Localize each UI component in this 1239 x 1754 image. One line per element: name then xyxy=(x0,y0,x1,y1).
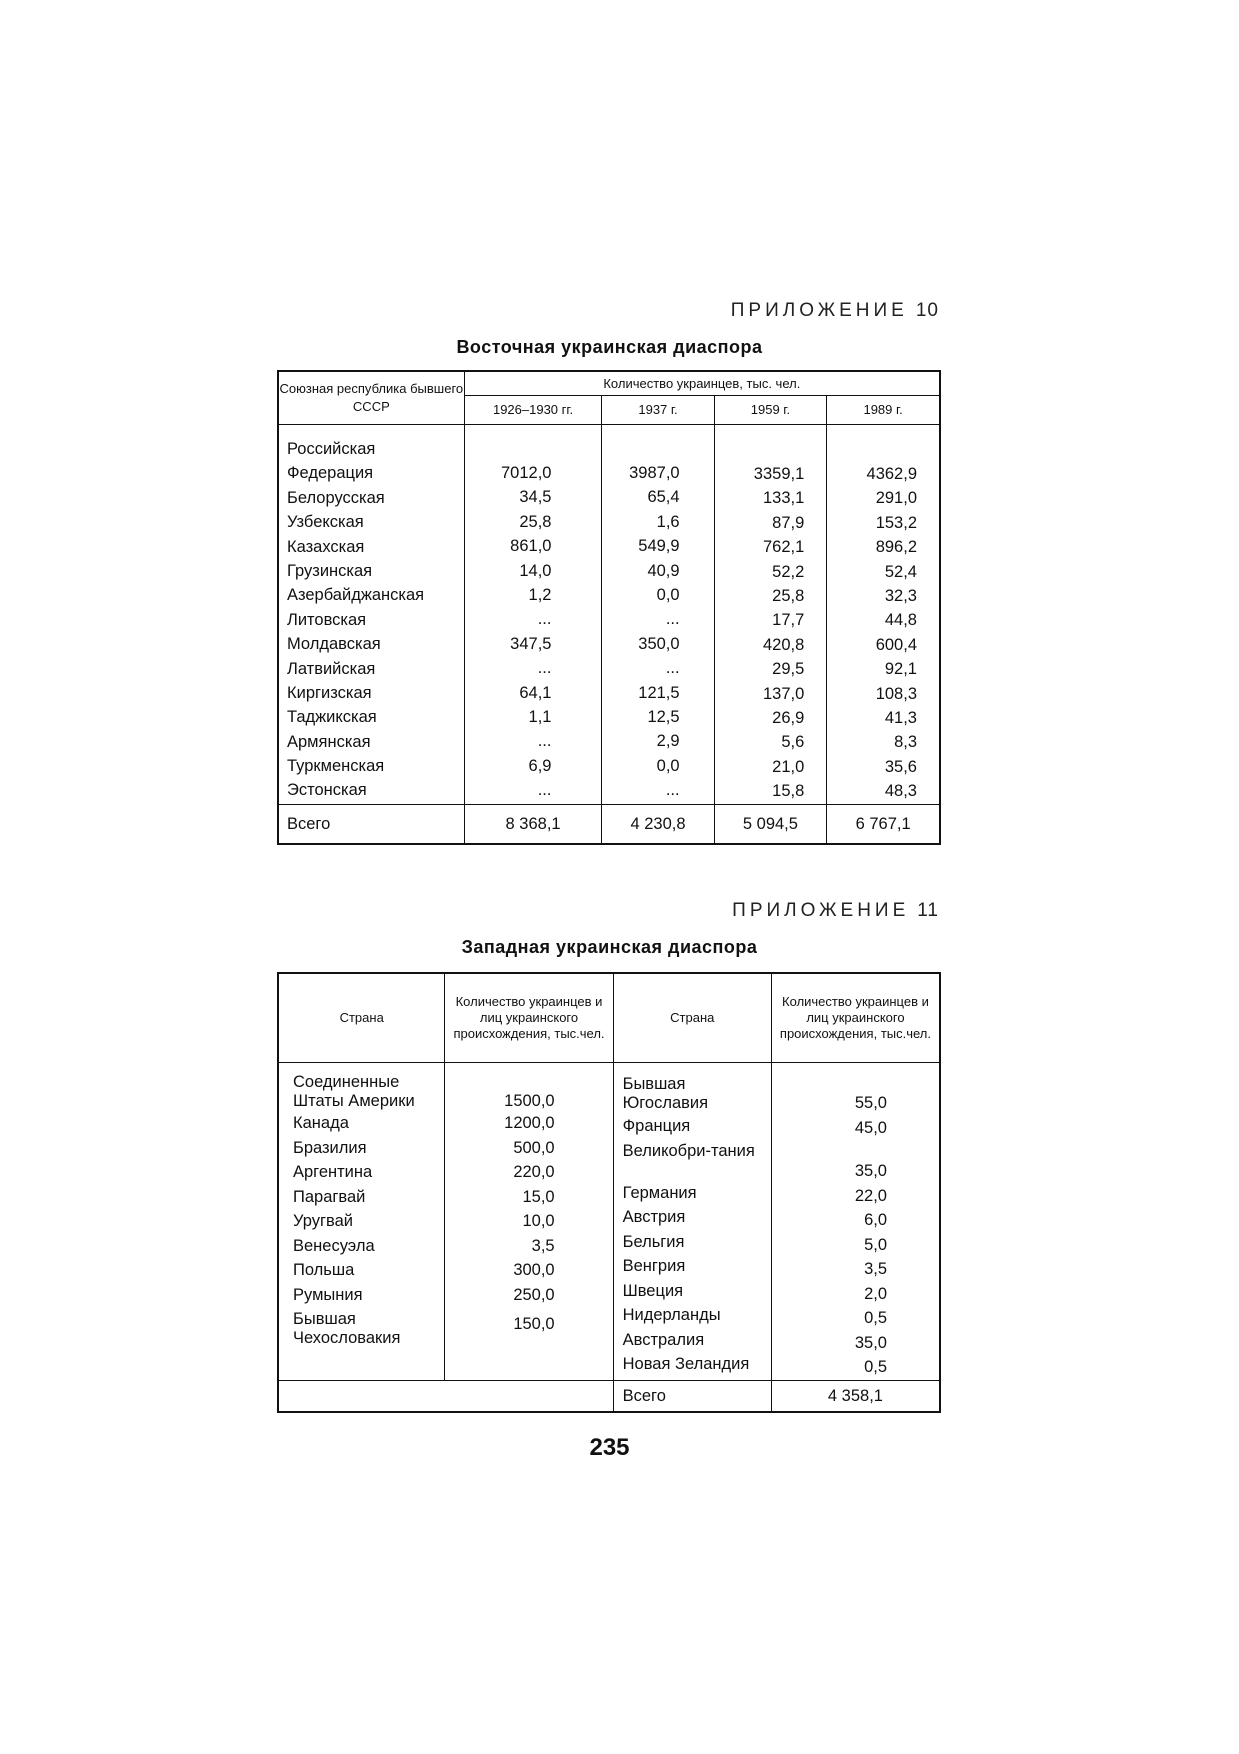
table-cell-value: 1,1 xyxy=(528,707,552,726)
table-cell-value: 549,9 xyxy=(638,537,680,556)
appendix-number: 10 xyxy=(915,300,939,321)
country-name: Новая Зеландия xyxy=(622,1355,750,1373)
table-cell-value: 26,9 xyxy=(772,708,805,727)
table-cell-value: 3987,0 xyxy=(629,464,680,482)
table-cell-value: ... xyxy=(665,610,680,629)
country-name: Нидерланды xyxy=(622,1306,721,1324)
table-cell-value: 52,2 xyxy=(772,562,805,581)
table-cell-value: 8,3 xyxy=(894,733,917,752)
values-1926 xyxy=(464,425,602,805)
table-cell-value: 1,6 xyxy=(656,512,680,531)
values-1989 xyxy=(827,425,940,805)
country-value: 22,0 xyxy=(854,1186,887,1205)
country-name: Канада xyxy=(293,1114,349,1132)
republic-name: Казахская xyxy=(287,537,365,556)
country-name: Бывшая Чехословакия xyxy=(293,1310,401,1347)
country-value: 220,0 xyxy=(513,1163,555,1181)
country-value: 5,0 xyxy=(864,1235,887,1254)
east-diaspora-table xyxy=(277,370,941,845)
republic-name: Грузинская xyxy=(287,561,373,580)
table-cell-value: 25,8 xyxy=(519,512,552,531)
page-number: 235 xyxy=(589,1434,630,1461)
table-cell-value: 65,4 xyxy=(647,488,680,507)
country-value: 45,0 xyxy=(854,1118,887,1137)
table-cell-value: 12,5 xyxy=(647,707,680,726)
country-name: Бразилия xyxy=(293,1138,367,1157)
table-cell-value: 3359,1 xyxy=(753,465,805,483)
table-cell-value: ... xyxy=(537,659,552,678)
country-name: Австралия xyxy=(622,1330,705,1349)
table-cell-value: 600,4 xyxy=(875,635,917,654)
table-cell-value: 121,5 xyxy=(638,683,680,702)
table-cell-value: 420,8 xyxy=(762,635,805,654)
country-value: 2,0 xyxy=(864,1284,887,1303)
total-value: 4 230,8 xyxy=(602,805,714,845)
country-value: 3,5 xyxy=(531,1236,555,1255)
republic-name: Таджикская xyxy=(287,708,377,727)
country-name: Уругвай xyxy=(293,1212,353,1230)
appendix-number: 11 xyxy=(917,900,939,921)
header-year: 1989 г. xyxy=(827,396,940,425)
table-cell-value: 48,3 xyxy=(884,782,917,801)
table-cell-value: ... xyxy=(537,732,552,751)
table-cell-value: 14,0 xyxy=(519,561,552,580)
country-value: 0,5 xyxy=(864,1358,887,1376)
table-cell-value: 350,0 xyxy=(638,634,680,653)
republic-name: Молдавская xyxy=(287,635,381,654)
header-country: Страна xyxy=(613,973,771,1063)
country-value: 1500,0 xyxy=(504,1092,555,1110)
table-cell-value: 896,2 xyxy=(875,538,917,557)
country-value: 55,0 xyxy=(854,1094,887,1112)
table-cell-value: 40,9 xyxy=(647,561,680,580)
total-value: 5 094,5 xyxy=(714,805,827,845)
table-cell-value: 347,5 xyxy=(510,634,552,653)
republic-name: Эстонская xyxy=(287,781,367,800)
total-value: 8 368,1 xyxy=(464,805,602,845)
header-quantity-group: Количество украинцев, тыс. чел. xyxy=(464,371,940,396)
country-name: Румыния xyxy=(293,1285,363,1304)
country-value: 500,0 xyxy=(513,1138,555,1157)
republic-name: Литовская xyxy=(287,610,367,629)
table-cell-value: 108,3 xyxy=(875,684,917,703)
country-value: 150,0 xyxy=(513,1315,555,1333)
table-cell-value: ... xyxy=(665,781,680,800)
appendix-label-text: ПРИЛОЖЕНИЕ xyxy=(732,900,910,921)
country-value: 250,0 xyxy=(513,1285,555,1304)
country-name: Австрия xyxy=(622,1208,686,1226)
table-cell-value: 25,8 xyxy=(772,586,805,605)
table-cell-value: 44,8 xyxy=(884,611,917,630)
country-value: 10,0 xyxy=(522,1212,555,1230)
country-name: Аргентина xyxy=(293,1163,373,1181)
republic-name: Туркменская xyxy=(287,757,385,776)
country-value: 35,0 xyxy=(854,1333,887,1352)
table-cell-value: 861,0 xyxy=(510,537,552,556)
values-1959 xyxy=(714,425,827,805)
total-label: Всего xyxy=(613,1381,771,1413)
table-cell-value: 5,6 xyxy=(781,733,805,752)
country-value: 35,0 xyxy=(854,1162,887,1180)
country-name: Швеция xyxy=(622,1281,684,1300)
table-cell-value: 17,7 xyxy=(772,611,805,630)
appendix-10-label xyxy=(731,300,939,322)
table-cell-value: 153,2 xyxy=(875,513,917,532)
country-name: Венесуэла xyxy=(293,1236,375,1255)
country-name: Венгрия xyxy=(622,1257,686,1275)
country-name: Бельгия xyxy=(622,1232,685,1251)
country-value: 0,5 xyxy=(864,1309,887,1327)
country-value: 15,0 xyxy=(522,1187,555,1206)
table-cell-value: 137,0 xyxy=(762,684,805,703)
country-name: Польша xyxy=(293,1261,355,1279)
header-quantity: Количество украинцев и лиц украинского происхождения, тыс.чел. xyxy=(771,973,940,1063)
republic-name: Российская xyxy=(287,440,376,458)
republic-name: Федерация xyxy=(287,464,374,483)
appendix-label-text: ПРИЛОЖЕНИЕ xyxy=(730,300,908,321)
right-country-names xyxy=(613,1063,771,1381)
right-country-values xyxy=(771,1063,940,1381)
country-name: Германия xyxy=(622,1183,697,1202)
table-cell-value: 6,9 xyxy=(528,756,552,775)
republic-name: Белорусская xyxy=(287,488,385,507)
header-year: 1959 г. xyxy=(714,396,827,425)
country-name: Парагвай xyxy=(293,1187,366,1206)
country-name: Франция xyxy=(622,1117,691,1135)
table-cell-value: ... xyxy=(537,781,552,800)
republic-name: Латвийская xyxy=(287,659,376,678)
total-value: 4 358,1 xyxy=(771,1381,940,1413)
table-cell-value: 21,0 xyxy=(772,757,805,776)
table-cell-value: 0,0 xyxy=(656,585,680,604)
country-value: 1200,0 xyxy=(504,1114,555,1132)
header-year: 1926–1930 гг. xyxy=(464,396,602,425)
west-diaspora-table xyxy=(277,972,941,1413)
table-cell-value: 133,1 xyxy=(762,489,805,508)
table-cell-value: 4362,9 xyxy=(866,465,917,483)
header-year: 1937 г. xyxy=(602,396,714,425)
west-diaspora-title: Западная украинская диаспора xyxy=(461,937,758,957)
table-cell-value: 291,0 xyxy=(875,489,917,508)
table-cell-value: 29,5 xyxy=(772,660,805,679)
table-cell-value: 1,2 xyxy=(528,585,552,604)
table-cell-value: 7012,0 xyxy=(501,464,552,482)
table-cell-value: 64,1 xyxy=(519,683,552,702)
table-cell-value: 15,8 xyxy=(772,782,805,801)
table-cell-value: 762,1 xyxy=(762,538,805,557)
country-name: Соединенные Штаты Америки xyxy=(293,1073,415,1110)
total-label: Всего xyxy=(278,805,464,845)
country-name: Бывшая Югославия xyxy=(622,1075,709,1112)
header-republic: Союзная республика бывшего СССР xyxy=(278,371,464,425)
appendix-11-label xyxy=(732,900,939,922)
country-value: 3,5 xyxy=(864,1260,887,1278)
republic-name: Азербайджанская xyxy=(287,586,425,605)
table-cell-value: 52,4 xyxy=(884,562,917,581)
table-cell-value: 32,3 xyxy=(884,586,917,605)
table-cell-value: ... xyxy=(665,659,680,678)
country-name: Великобри-тания xyxy=(622,1141,755,1160)
left-country-values xyxy=(445,1063,613,1381)
values-1937 xyxy=(602,425,714,805)
country-value: 300,0 xyxy=(513,1261,555,1279)
table-cell-value: 2,9 xyxy=(656,732,680,751)
republic-names xyxy=(278,425,464,805)
table-cell-value: ... xyxy=(537,610,552,629)
table-cell-value: 35,6 xyxy=(884,757,917,776)
total-value: 6 767,1 xyxy=(827,805,940,845)
header-quantity: Количество украинцев и лиц украинского происхождения, тыс.чел. xyxy=(445,973,613,1063)
east-diaspora-title: Восточная украинская диаспора xyxy=(456,337,763,357)
total-spacer xyxy=(278,1381,613,1413)
country-value: 6,0 xyxy=(864,1211,887,1229)
republic-name: Узбекская xyxy=(287,513,364,532)
table-cell-value: 41,3 xyxy=(884,708,917,727)
table-cell-value: 0,0 xyxy=(656,756,680,775)
table-cell-value: 34,5 xyxy=(519,488,552,507)
left-country-names xyxy=(278,1063,445,1381)
republic-name: Армянская xyxy=(287,732,371,751)
table-cell-value: 87,9 xyxy=(772,513,805,532)
table-cell-value: 92,1 xyxy=(884,660,917,679)
header-country: Страна xyxy=(278,973,445,1063)
republic-name: Киргизская xyxy=(287,683,372,702)
